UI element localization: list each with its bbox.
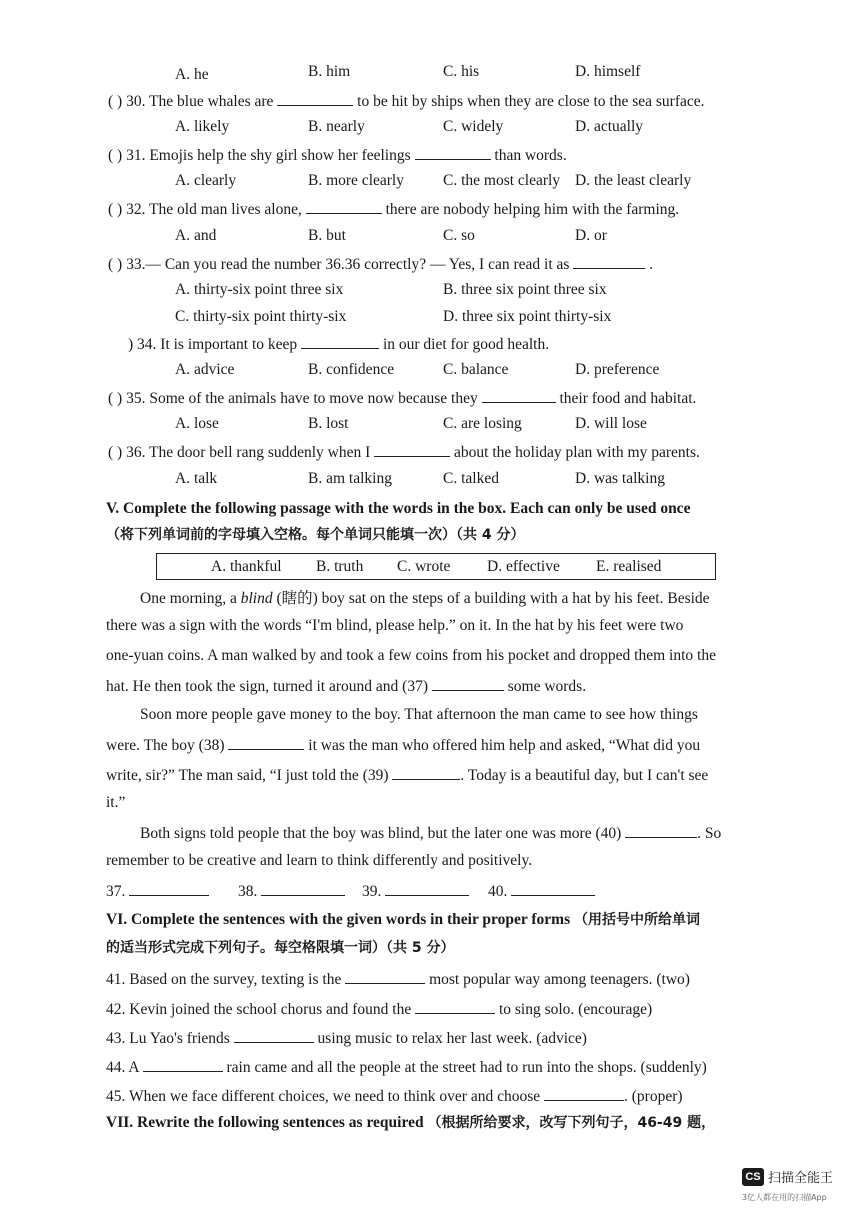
question-36-suffix: about the holiday plan with my parents. [454, 444, 700, 461]
answer-label: 37. [106, 883, 126, 900]
scanner-app-slogan: 3亿人都在用的扫描App [742, 1193, 827, 1202]
word-box-item-d: D. effective [487, 558, 560, 575]
q31-option-d: D. the least clearly [575, 172, 692, 189]
question-30-suffix: to be hit by ships when they are close to the sea surface. [357, 93, 705, 110]
q30-option-d: D. actually [575, 118, 644, 135]
answer-38-blank[interactable] [261, 880, 345, 896]
question-35-blank[interactable] [482, 387, 556, 403]
q36-option-a: A. talk [175, 470, 218, 487]
passage-text: (瞎的) boy sat on the steps of a building with a hat by his feet. Beside [276, 590, 710, 607]
q31-option-a: A. clearly [175, 172, 237, 189]
section-6-heading-cn-a: （用括号中所给单词 [573, 912, 700, 928]
q34-option-a: A. advice [175, 361, 235, 378]
q33-option-c: C. thirty-six point thirty-six [175, 308, 347, 325]
question-44 [106, 1056, 707, 1078]
section-6-heading-cn-b: 的适当形式完成下列句子。每空格限填一词）（共 5 分） [106, 940, 455, 956]
question-35-prefix: ( ) 35. Some of the animals have to move now because they [108, 390, 478, 407]
passage-p2-line3 [106, 764, 708, 786]
question-31-suffix: than words. [494, 147, 567, 164]
passage-text: hat. He then took the sign, turned it around and (37) [106, 678, 428, 695]
question-text: 42. Kevin joined the school chorus and found the [106, 1001, 412, 1018]
question-text: 44. A [106, 1059, 139, 1076]
q35-option-a: A. lose [175, 415, 219, 432]
question-36-prefix: ( ) 36. The door bell rang suddenly when I [108, 444, 371, 461]
word-box-item-b: B. truth [316, 558, 364, 575]
question-text: 41. Based on the survey, texting is the [106, 971, 342, 988]
q29-option-b: B. him [308, 63, 351, 80]
passage-text: . Today is a beautiful day, but I can't see [460, 767, 709, 784]
question-34-suffix: in our diet for good health. [382, 336, 550, 353]
q29-option-d: D. himself [575, 63, 641, 80]
section-7-heading-en: VII. Rewrite the following sentences as required [106, 1114, 424, 1131]
question-text: most popular way among teenagers. (two) [429, 971, 690, 988]
word-box [156, 553, 716, 580]
blank-39[interactable] [392, 764, 460, 780]
passage-text: it was the man who offered him help and asked, “What did you [308, 737, 701, 754]
passage-text: were. The boy (38) [106, 737, 225, 754]
q32-option-c: C. so [443, 227, 475, 244]
passage-text: . So [697, 825, 722, 842]
passage-p1-line2: there was a sign with the words “I'm blind, please help.” on it. In the hat by his feet were two [106, 617, 684, 634]
q34-option-b: B. confidence [308, 361, 395, 378]
passage-text: One morning, a [140, 590, 237, 607]
question-31-prefix: ( ) 31. Emojis help the shy girl show her feelings [108, 147, 411, 164]
word-box-item-c: C. wrote [397, 558, 451, 575]
q36-option-c: C. talked [443, 470, 499, 487]
q34-option-c: C. balance [443, 361, 509, 378]
passage-p2-line1: Soon more people gave money to the boy. That afternoon the man came to see how things [140, 706, 698, 723]
question-44-blank[interactable] [143, 1056, 223, 1072]
answer-39-blank[interactable] [385, 880, 469, 896]
section-7-heading-cn: （根据所给要求，改写下列句子，46-49 题， [427, 1115, 716, 1131]
question-32-suffix: there are nobody helping him with the farming. [385, 201, 680, 218]
q32-option-a: A. and [175, 227, 217, 244]
question-30 [108, 90, 705, 112]
q35-option-b: B. lost [308, 415, 349, 432]
question-30-blank[interactable] [277, 90, 353, 106]
section-6-heading-en: VI. Complete the sentences with the given words in their proper forms [106, 911, 571, 928]
answer-37 [106, 880, 209, 902]
answer-40-blank[interactable] [511, 880, 595, 896]
q33-option-d: D. three six point thirty-six [443, 308, 612, 325]
q30-option-c: C. widely [443, 118, 504, 135]
q31-option-b: B. more clearly [308, 172, 404, 189]
question-43 [106, 1027, 587, 1049]
question-41-blank[interactable] [345, 968, 425, 984]
section-5-heading: V. Complete the following passage with the words in the box. Each can only be used once [106, 500, 691, 517]
question-42 [106, 998, 652, 1020]
section-5-heading-cn: （将下列单词前的字母填入空格。每个单词只能填一次）（共 4 分） [106, 527, 525, 543]
q34-option-d: D. preference [575, 361, 660, 378]
section-6-heading [106, 910, 700, 930]
question-34-prefix: ) 34. It is important to keep [128, 336, 298, 353]
blank-37[interactable] [432, 675, 504, 691]
q33-option-a: A. thirty-six point three six [175, 281, 344, 298]
question-41 [106, 968, 690, 990]
q36-option-d: D. was talking [575, 470, 665, 487]
question-text: rain came and all the people at the street had to run into the shops. (suddenly) [226, 1059, 707, 1076]
answer-40 [488, 880, 595, 902]
passage-text: Both signs told people that the boy was blind, but the later one was more (40) [140, 825, 622, 842]
question-text: 45. When we face different choices, we need to think over and choose [106, 1088, 541, 1105]
q36-option-b: B. am talking [308, 470, 392, 487]
question-33 [108, 253, 653, 275]
q33-option-b: B. three six point three six [443, 281, 607, 298]
blank-40[interactable] [625, 822, 697, 838]
passage-p2-line4: it.” [106, 794, 126, 811]
q30-option-b: B. nearly [308, 118, 365, 135]
question-35 [108, 387, 696, 409]
passage-text: some words. [507, 678, 587, 695]
answer-38 [238, 880, 345, 902]
passage-italic-word: blind [240, 590, 273, 607]
question-32 [108, 198, 679, 220]
q29-option-a: A. he [175, 66, 209, 83]
question-36 [108, 441, 700, 463]
question-text: . (proper) [624, 1088, 683, 1105]
question-45-blank[interactable] [544, 1085, 624, 1101]
question-32-prefix: ( ) 32. The old man lives alone, [108, 201, 302, 218]
q32-option-d: D. or [575, 227, 607, 244]
question-33-suffix: . [649, 256, 654, 273]
q35-option-d: D. will lose [575, 415, 647, 432]
passage-p3-line1 [140, 822, 721, 844]
passage-p1-line3: one-yuan coins. A man walked by and took a few coins from his pocket and dropped them into the [106, 647, 716, 664]
question-31-blank[interactable] [415, 144, 491, 160]
answer-label: 40. [488, 883, 508, 900]
answer-label: 39. [362, 883, 382, 900]
question-33-prefix: ( ) 33.— Can you read the number 36.36 correctly? — Yes, I can read it as [108, 256, 570, 273]
passage-text: write, sir?” The man said, “I just told the (39) [106, 767, 389, 784]
question-35-suffix: their food and habitat. [559, 390, 697, 407]
question-34-blank[interactable] [301, 333, 379, 349]
q30-option-a: A. likely [175, 118, 230, 135]
passage-p1-line4 [106, 675, 586, 697]
question-33-blank[interactable] [573, 253, 645, 269]
q29-option-c: C. his [443, 63, 480, 80]
question-text: 43. Lu Yao's friends [106, 1030, 230, 1047]
question-31 [108, 144, 567, 166]
passage-p3-line2: remember to be creative and learn to think differently and positively. [106, 852, 533, 869]
answer-label: 38. [238, 883, 258, 900]
question-43-blank[interactable] [234, 1027, 314, 1043]
question-text: using music to relax her last week. (advice) [317, 1030, 587, 1047]
passage-p2-line2 [106, 734, 700, 756]
q35-option-c: C. are losing [443, 415, 522, 432]
passage-p1-line1 [140, 589, 710, 609]
scanner-logo: CS [742, 1168, 764, 1186]
question-30-prefix: ( ) 30. The blue whales are [108, 93, 274, 110]
question-text: to sing solo. (encourage) [498, 1001, 653, 1018]
answer-39 [362, 880, 469, 902]
question-42-blank[interactable] [415, 998, 495, 1014]
q31-option-c: C. the most clearly [443, 172, 561, 189]
word-box-item-e: E. realised [596, 558, 662, 575]
section-7-heading [106, 1113, 715, 1133]
question-32-blank[interactable] [306, 198, 382, 214]
blank-38[interactable] [228, 734, 304, 750]
question-45 [106, 1085, 683, 1107]
q32-option-b: B. but [308, 227, 346, 244]
word-box-item-a: A. thankful [211, 558, 282, 575]
scanner-app-name: 扫描全能王 [768, 1171, 834, 1186]
question-36-blank[interactable] [374, 441, 450, 457]
answer-37-blank[interactable] [129, 880, 209, 896]
question-34 [128, 333, 549, 355]
